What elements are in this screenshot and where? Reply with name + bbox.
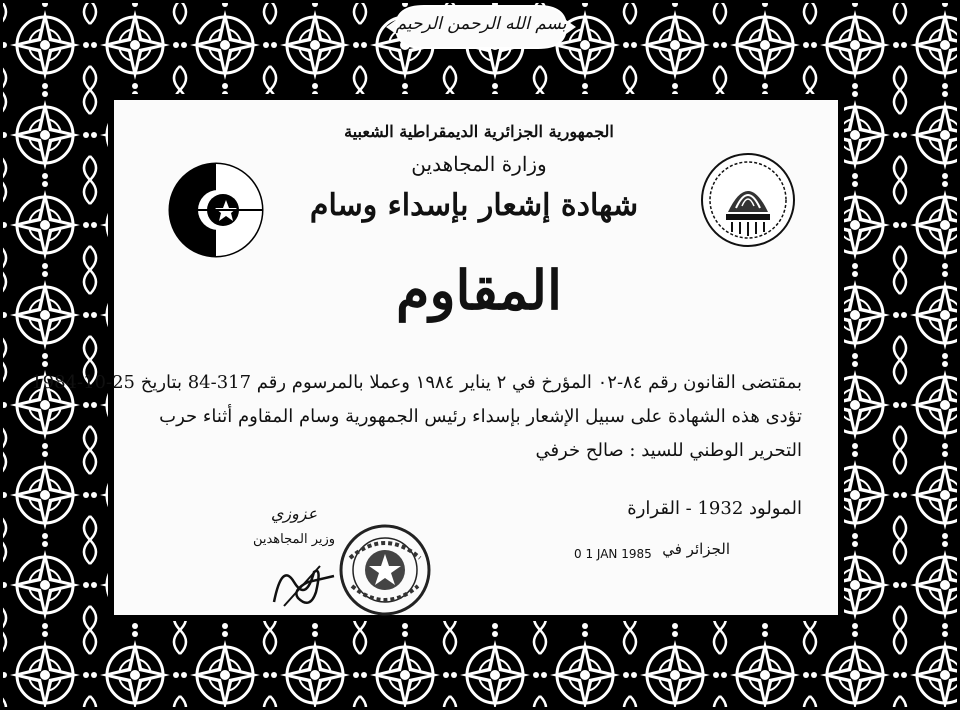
- signatory-title: وزير المجاهدين: [252, 532, 336, 547]
- date-stamp: 0 1 JAN 1985: [574, 547, 652, 561]
- signatory-name: عزوزي: [270, 504, 318, 523]
- official-seal-stamp: [330, 518, 440, 618]
- medal-name: المقاوم: [396, 258, 562, 322]
- republic-name: الجمهورية الجزائرية الديمقراطية الشعبية: [344, 122, 614, 141]
- basmala-cartouche: [384, 2, 578, 52]
- ministry-emblem-icon: [698, 150, 798, 250]
- certificate-title: شهادة إشعار بإسداء وسام: [309, 188, 639, 223]
- ministry-name: وزارة المجاهدين: [411, 152, 547, 176]
- handwritten-signature: [264, 552, 344, 612]
- birth-info-line: المولود 1932 - القرارة: [627, 498, 802, 519]
- certificate-purpose-line: تؤدى هذه الشهادة على سبيل الإشعار بإسداء رئيس الجمهورية وسام المقاوم أثناء حرب: [159, 406, 802, 427]
- certificate-page: [31, 100, 838, 615]
- legal-basis-line: بمقتضى القانون رقم ٨٤-٠٢ المؤرخ في ٢ يناير ١٩٨٤ وعملا بالمرسوم رقم 317-84 بتاريخ 25-10-1984: [31, 372, 802, 393]
- algerian-flag-emblem: [166, 160, 266, 260]
- recipient-line: التحرير الوطني للسيد : صالح خرفي: [535, 440, 802, 461]
- basmala-text: بسم الله الرحمن الرحيم: [395, 14, 567, 34]
- place-line: الجزائر في: [662, 540, 730, 558]
